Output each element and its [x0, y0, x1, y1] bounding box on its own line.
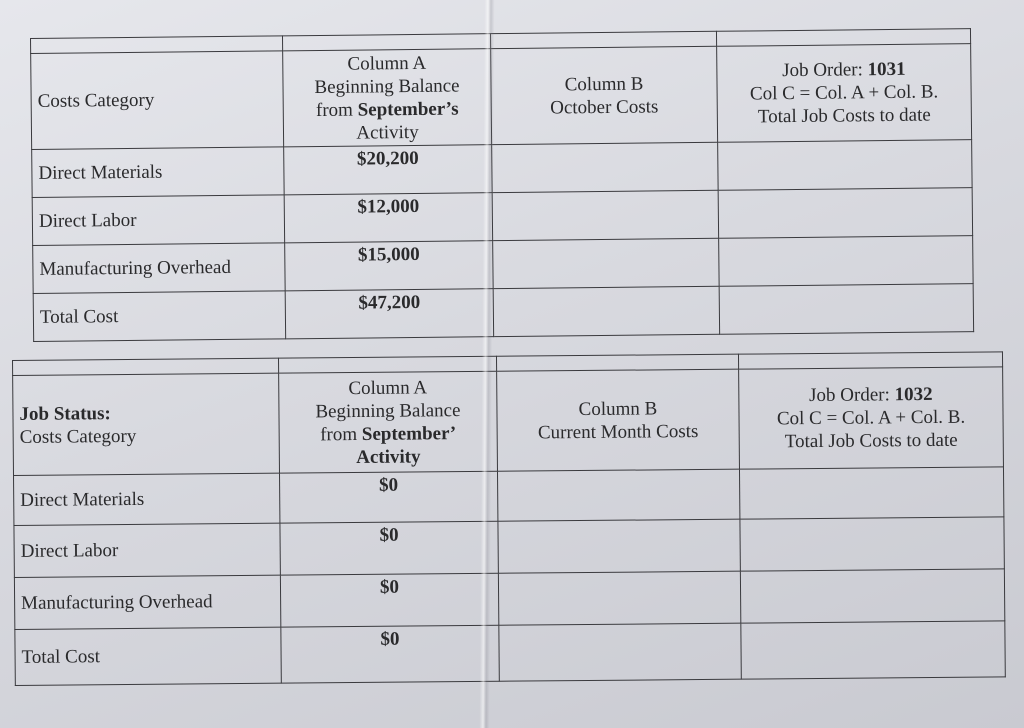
- table-row: [33, 284, 973, 342]
- row-category: Manufacturing Overhead: [33, 243, 285, 294]
- row-column-c-cell[interactable]: [741, 621, 1005, 679]
- column-a-title: Column A: [347, 52, 427, 75]
- column-a-from-line: from September’s: [315, 98, 459, 121]
- row-column-b-cell[interactable]: [492, 190, 718, 240]
- column-a-header: [279, 371, 498, 473]
- row-category: Direct Labor: [14, 523, 280, 577]
- row-column-c-cell[interactable]: [739, 467, 1003, 519]
- column-a-subtitle: Beginning Balance: [315, 399, 461, 422]
- column-c-formula: Col C = Col. A + Col. B.: [776, 406, 966, 430]
- column-b-subtitle: Current Month Costs: [537, 420, 699, 443]
- column-b-title: Column B: [564, 73, 644, 95]
- row-column-c-cell[interactable]: [718, 140, 972, 191]
- column-a-activity: Activity: [356, 121, 419, 144]
- row-column-a-value: $0: [280, 573, 498, 627]
- row-column-b-cell[interactable]: [493, 286, 719, 336]
- column-b-header: [497, 369, 740, 471]
- column-c-header: [717, 44, 972, 143]
- row-category: Total Cost: [15, 627, 281, 685]
- row-category: Direct Materials: [14, 473, 280, 525]
- column-c-header: [739, 367, 1004, 469]
- job-order-line: Job Order: 1032: [808, 383, 933, 407]
- job-order-line: Job Order: 1031: [782, 58, 906, 82]
- table-row: [15, 621, 1005, 686]
- row-column-c-cell[interactable]: [740, 517, 1004, 571]
- costs-category-header: [31, 51, 284, 150]
- column-a-title: Column A: [348, 376, 428, 399]
- job-status-header: [13, 373, 280, 475]
- column-a-subtitle: Beginning Balance: [314, 75, 460, 98]
- row-column-a-value: $0: [281, 625, 499, 683]
- job-order-number: 1031: [867, 58, 906, 81]
- table-row: [14, 467, 1004, 526]
- row-column-a-value: $47,200: [285, 289, 493, 339]
- row-column-b-cell[interactable]: [497, 469, 739, 521]
- column-a-activity: Activity: [356, 445, 421, 468]
- table-row: [14, 569, 1004, 630]
- row-column-b-cell[interactable]: [492, 142, 718, 192]
- row-column-a-value: $0: [279, 471, 497, 523]
- row-column-c-cell[interactable]: [740, 569, 1004, 623]
- row-column-a-value: $20,200: [284, 145, 492, 195]
- row-column-a-value: $0: [280, 521, 498, 575]
- row-column-c-cell[interactable]: [719, 236, 973, 287]
- header-row: [31, 44, 972, 150]
- row-column-a-value: $15,000: [285, 241, 493, 291]
- row-column-b-cell[interactable]: [498, 571, 740, 625]
- row-column-b-cell[interactable]: [493, 238, 719, 288]
- row-category: Total Cost: [33, 291, 285, 342]
- row-category: Manufacturing Overhead: [14, 575, 280, 629]
- column-b-title: Column B: [578, 397, 658, 420]
- column-b-subtitle: October Costs: [550, 95, 659, 119]
- header-row: [13, 367, 1004, 476]
- job-order-number: 1032: [894, 383, 933, 406]
- job-status-label: Job Status:: [19, 402, 111, 425]
- column-b-header: [491, 46, 718, 144]
- costs-category-label: Costs Category: [37, 89, 155, 112]
- row-category: Direct Materials: [32, 147, 284, 198]
- row-column-a-value: $12,000: [284, 193, 492, 243]
- row-column-c-cell[interactable]: [719, 284, 973, 335]
- column-c-formula: Col C = Col. A + Col. B.: [749, 81, 939, 105]
- column-a-header: [283, 49, 492, 147]
- column-a-from-line: from September’: [320, 422, 457, 445]
- job-order-1031-table: [30, 28, 974, 342]
- row-column-c-cell[interactable]: [718, 188, 972, 239]
- row-column-b-cell[interactable]: [498, 519, 740, 573]
- row-category: Direct Labor: [32, 195, 284, 246]
- column-c-description: Total Job Costs to date: [757, 104, 931, 128]
- table-row: [14, 517, 1004, 578]
- costs-category-label: Costs Category: [19, 425, 137, 448]
- row-column-b-cell[interactable]: [499, 623, 741, 681]
- job-order-1032-table: [12, 351, 1006, 686]
- column-c-description: Total Job Costs to date: [784, 429, 958, 453]
